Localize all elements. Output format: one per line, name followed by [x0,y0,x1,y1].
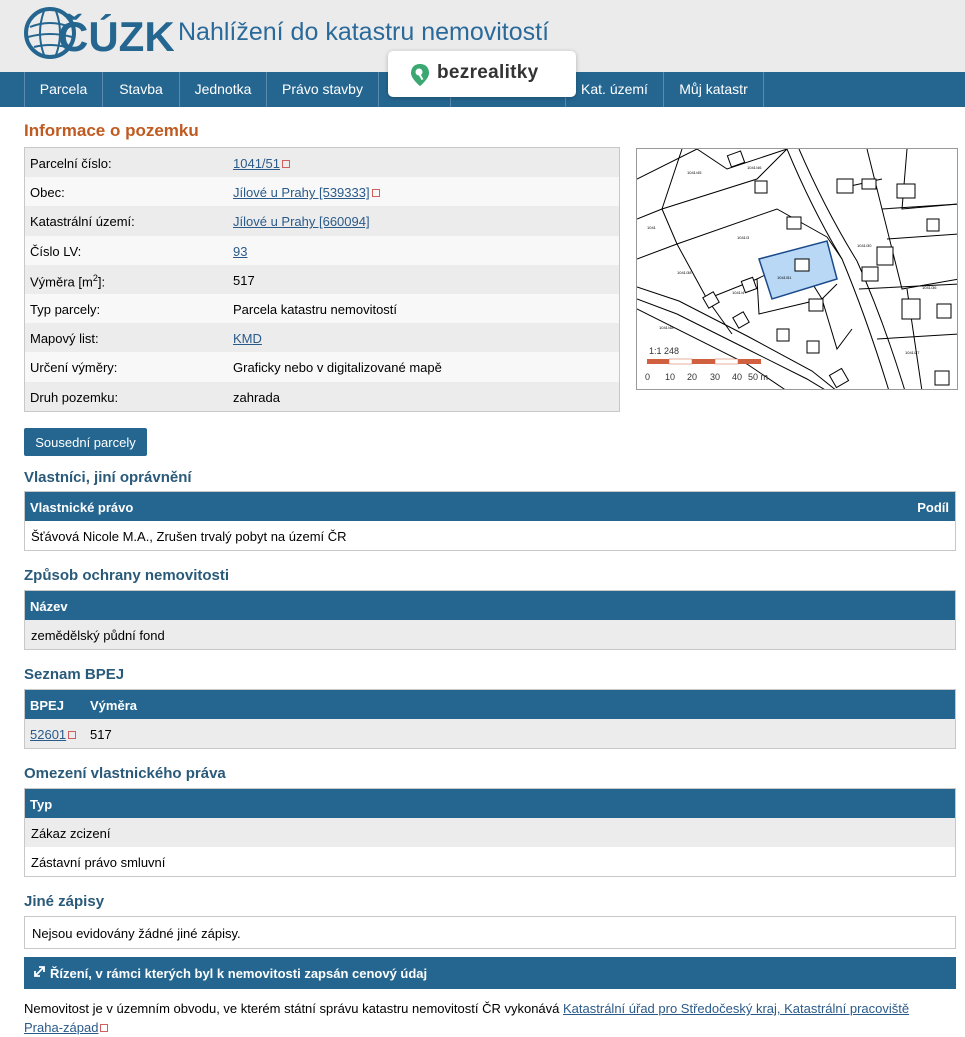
page-title: Informace o pozemku [24,121,199,140]
map-pin-icon [410,63,430,87]
svg-text:1041/36: 1041/36 [922,285,937,290]
info-row [25,236,619,265]
scale-tick: 30 [710,372,721,382]
area-value: 517 [233,272,255,288]
area-label-end: ]: [97,274,106,290]
bpej-code-cell [30,727,76,742]
svg-text:1041/4: 1041/4 [732,290,745,295]
nav-jednotka[interactable]: Jednotka [180,72,267,107]
restrictions-table [24,788,956,877]
nav-kat-uzemi[interactable]: Kat. území [566,72,664,107]
info-row [25,382,619,411]
protection-heading: Způsob ochrany nemovitosti [24,567,230,584]
info-label: Parcelní číslo: [30,156,112,171]
table-header [25,690,955,719]
owners-heading: Vlastníci, jiní oprávnění [24,469,192,486]
table-row [25,719,955,748]
info-row [25,352,619,381]
nav-muj-katastr[interactable]: Můj katastr [664,72,764,107]
expand-icon [33,965,46,978]
svg-text:1041/3: 1041/3 [737,235,750,240]
nav-stavba[interactable]: Stavba [103,72,180,107]
office-link[interactable]: Katastrální úřad pro Středočeský kraj, Katastrální pracoviště Praha-západ [24,1001,910,1035]
info-value [233,331,262,346]
info-label: Typ parcely: [30,301,101,317]
parcel-info-table [24,147,620,412]
external-link-icon [68,731,76,739]
info-label: Druh pozemku: [30,389,119,405]
office-info [24,999,944,1037]
protection-value: zemědělský půdní fond [31,628,165,643]
proceedings-toggle[interactable] [24,957,956,989]
protection-table [24,590,956,650]
parcel-type-value: Parcela katastru nemovitostí [233,301,398,317]
map-scale-label: 1:1 248 [649,346,680,356]
info-label: Katastrální území: [30,214,135,230]
scale-tick: 40 [732,372,743,382]
cuzk-logo[interactable] [24,5,174,63]
table-row [25,521,955,550]
svg-text:1041/38: 1041/38 [677,270,692,275]
lv-number-link[interactable]: 93 [233,243,248,259]
bpej-table [24,689,956,749]
nav-pravo-stavby[interactable]: Právo stavby [267,72,379,107]
area-label-sup: 2 [92,272,98,283]
proceedings-title: Řízení, v rámci kterých byl k nemovitosti zapsán cenový údaj [50,966,428,981]
table-row [25,847,955,876]
col-name: Název [30,599,68,614]
restriction-value: Zákaz zcizení [31,826,111,841]
info-label: Mapový list: [30,331,99,347]
bezrealitky-popup[interactable] [388,51,576,97]
bpej-code-link[interactable]: 52601 [30,727,67,742]
app-title: Nahlížení do katastru nemovitostí [178,18,550,46]
svg-text:1041/45: 1041/45 [687,170,702,175]
col-type: Typ [30,797,53,812]
col-ownership: Vlastnické právo [30,500,134,515]
neighbors-button[interactable]: Sousední parcely [24,428,147,456]
table-header [25,492,955,521]
svg-text:1041/46: 1041/46 [747,165,762,170]
owners-table [24,491,956,551]
nav-parcela[interactable]: Parcela [24,72,103,107]
map-sheet-link[interactable]: KMD [233,331,262,347]
external-link-icon [282,160,290,168]
area-label: Výměra [m [30,274,93,290]
svg-text:1041/48: 1041/48 [659,325,674,330]
other-heading: Jiné zápisy [24,893,105,910]
info-row [25,323,619,352]
col-area: Výměra [90,698,137,713]
office-info-text: Nemovitost je v územním obvodu, ve kterém státní správu katastru nemovitostí ČR vykonává [24,1001,560,1016]
owner-name: Šťávová Nicole M.A., Zrušen trvalý pobyt na území ČR [31,529,347,544]
cadastral-map[interactable] [636,148,958,390]
svg-text:1041/27: 1041/27 [905,350,920,355]
other-records-box [24,916,956,949]
scale-tick: 50 m [748,372,769,382]
info-label: Obec: [30,185,65,201]
svg-text:1041/51: 1041/51 [777,275,792,280]
parcel-number-link[interactable]: 1041/51 [233,156,280,171]
bpej-area: 517 [90,727,112,742]
info-value [233,244,247,259]
popup-brand: bezrealitky [437,62,539,83]
restrictions-heading: Omezení vlastnického práva [24,765,226,782]
svg-text:1041/30: 1041/30 [857,243,872,248]
info-value [233,185,380,200]
info-row [25,294,619,323]
info-row [25,265,619,294]
info-row [25,148,619,177]
logo-text: ČÚZK [58,13,174,60]
cadastral-area-link[interactable]: Jílové u Prahy [660094] [233,214,370,230]
area-method-value: Graficky nebo v digitalizované mapě [233,360,442,376]
external-link-icon [100,1024,108,1032]
scale-tick: 0 [645,372,651,382]
table-header [25,591,955,620]
col-share: Podíl [917,500,949,515]
table-row [25,620,955,649]
land-type-value: zahrada [233,389,280,405]
scale-tick: 20 [687,372,698,382]
info-label: Číslo LV: [30,243,82,259]
info-value [233,156,290,171]
table-header [25,789,955,818]
info-label: Určení výměry: [30,360,118,376]
other-records-text: Nejsou evidovány žádné jiné zápisy. [32,926,241,941]
info-label [30,273,105,289]
svg-text:1041: 1041 [647,225,656,230]
scale-tick: 10 [665,372,676,382]
municipality-link[interactable]: Jílové u Prahy [539333] [233,185,370,201]
info-row [25,206,619,235]
table-row [25,818,955,847]
col-bpej: BPEJ [30,698,64,713]
restriction-value: Zástavní právo smluvní [31,855,166,870]
external-link-icon [372,189,380,197]
info-row [25,177,619,206]
bpej-heading: Seznam BPEJ [24,666,125,683]
info-value [233,214,370,229]
